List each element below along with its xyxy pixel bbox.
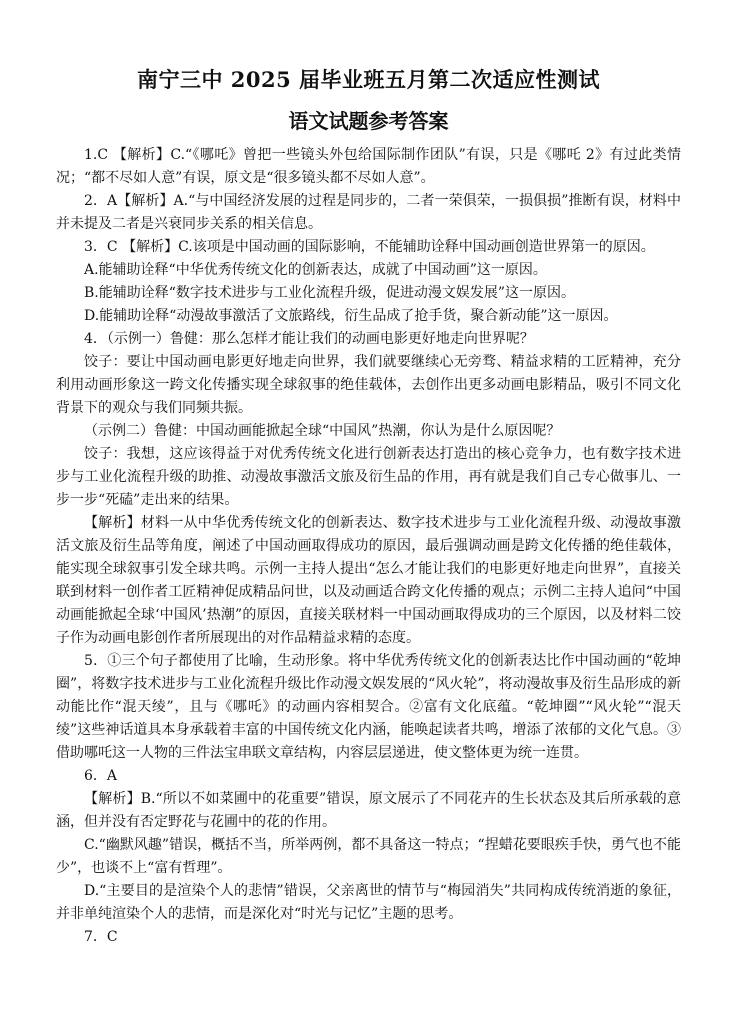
answer-6-analysis-d: D.“主要目的是渲染个人的悲情”错误，父亲离世的情节与“梅园消失”共同构成传统消逝的象征，并非单纯渲染个人的悲情，而是深化对“时光与记忆”主题的思考。: [56, 883, 681, 922]
document-title: 南宁三中 2025 届毕业班五月第二次适应性测试: [136, 67, 601, 92]
answer-4-example-2-reply: 饺子：我想，这应该得益于对优秀传统文化进行创新表达打造出的核心竞争力，也有数字技术进步与工业化流程升级的助推、动漫故事激活文旅及衍生品的作用，再有就是我们自己专心做事儿、一步一步“死磕”走出来的结果。: [56, 446, 681, 508]
answer-5: 5．①三个句子都使用了比喻，生动形象。将中华优秀传统文化的创新表达比作中国动画的“乾坤圈”，将数字技术进步与工业化流程升级比作动漫文娱发展的“风火轮”，将动漫故事及衍生品形成的新动能比作“混天绫”，且与《哪吒》的动画内容相契合。②富有文化底蕴。“乾坤圈”“风火轮”“混天绫”这些神话道具本身承载着丰富的中国传统文化内涵，能唤起读者共鸣，增添了浓郁的文化气息。③借助哪吒这一人物的三件法宝串联文章结构，内容层层递进，使文整体更为统一连贯。: [56, 653, 681, 761]
document-subtitle: 语文试题参考答案: [288, 109, 449, 133]
answer-6-analysis-c: C.“幽默风趣”错误，概括不当，所举两例，都不具备这一特点；“捏蜡花要眼疾手快，勇气也不能少”，也谈不上“富有哲理”。: [56, 837, 681, 876]
answer-3-option-a: A.能辅助诠释“中华优秀传统文化的创新表达，成就了中国动画”这一原因。: [84, 262, 547, 278]
answer-2: 2．A【解析】A.“与中国经济发展的过程是同步的，二者一荣俱荣，一损俱损”推断有误，材料中并未提及二者是兴衰同步关系的相关信息。: [56, 193, 681, 232]
answer-1: 1.C 【解析】C.“《哪吒》曾把一些镜头外包给国际制作团队”有误，只是《哪吒 2》有过此类情况；“都不尽如人意”有误，原文是“很多镜头都不尽如人意”。: [56, 147, 681, 186]
answer-4-example-2-question: （示例二）鲁健：中国动画能掀起全球“中国风”热潮，你认为是什么原因呢？: [84, 423, 561, 439]
answer-6-analysis-b: 【解析】B.“所以不如菜圃中的花重要”错误，原文展示了不同花卉的生长状态及其后所承载的意涵，但并没有否定野花与花圃中的花的作用。: [56, 791, 681, 830]
answer-4-example-1-reply: 饺子：要让中国动画电影更好地走向世界，我们就要继续心无旁骛、精益求精的工匠精神，充分利用动画形象这一跨文化传播实现全球叙事的绝佳载体，去创作出更多动画电影精品，吸引不同文化背景下的观众与我们同频共振。: [56, 354, 681, 416]
answer-3-option-d: D.能辅助诠释“动漫故事激活了文旅路线，衍生品成了抢手货，聚合新动能”这一原因。: [84, 308, 618, 324]
answer-3-option-b: B.能辅助诠释“数字技术进步与工业化流程升级，促进动漫文娱发展”这一原因。: [84, 285, 576, 301]
answer-content: [56, 144, 681, 949]
answer-4-example-1-question: 4．（示例一）鲁健：那么怎样才能让我们的动画电影更好地走向世界呢？: [84, 331, 534, 347]
answer-4-analysis: 【解析】材料一从中华优秀传统文化的创新表达、数字技术进步与工业化流程升级、动漫故事激活文旅及衍生品等角度，阐述了中国动画取得成功的原因，最后强调动画是跨文化传播的绝佳载体，能实现全球叙事引发全球共鸣。示例一主持人提出“怎么才能让我们的电影更好地走向世界”，直接关联到材料一创作者工匠精神促成精品问世，以及动画适合跨文化传播的观点；示例二主持人追问“中国动画能掀起全球‘中国风’热潮”的原因，直接关联材料一中国动画取得成功的三个原因，以及材料二饺子作为动画电影创作者所展现出的对作品精益求精的态度。: [56, 515, 681, 646]
answer-3: 3．C 【解析】C.该项是中国动画的国际影响，不能辅助诠释中国动画创造世界第一的原因。: [84, 239, 655, 255]
answer-7: 7．C: [84, 929, 118, 945]
answer-6: 6．A: [84, 768, 118, 784]
